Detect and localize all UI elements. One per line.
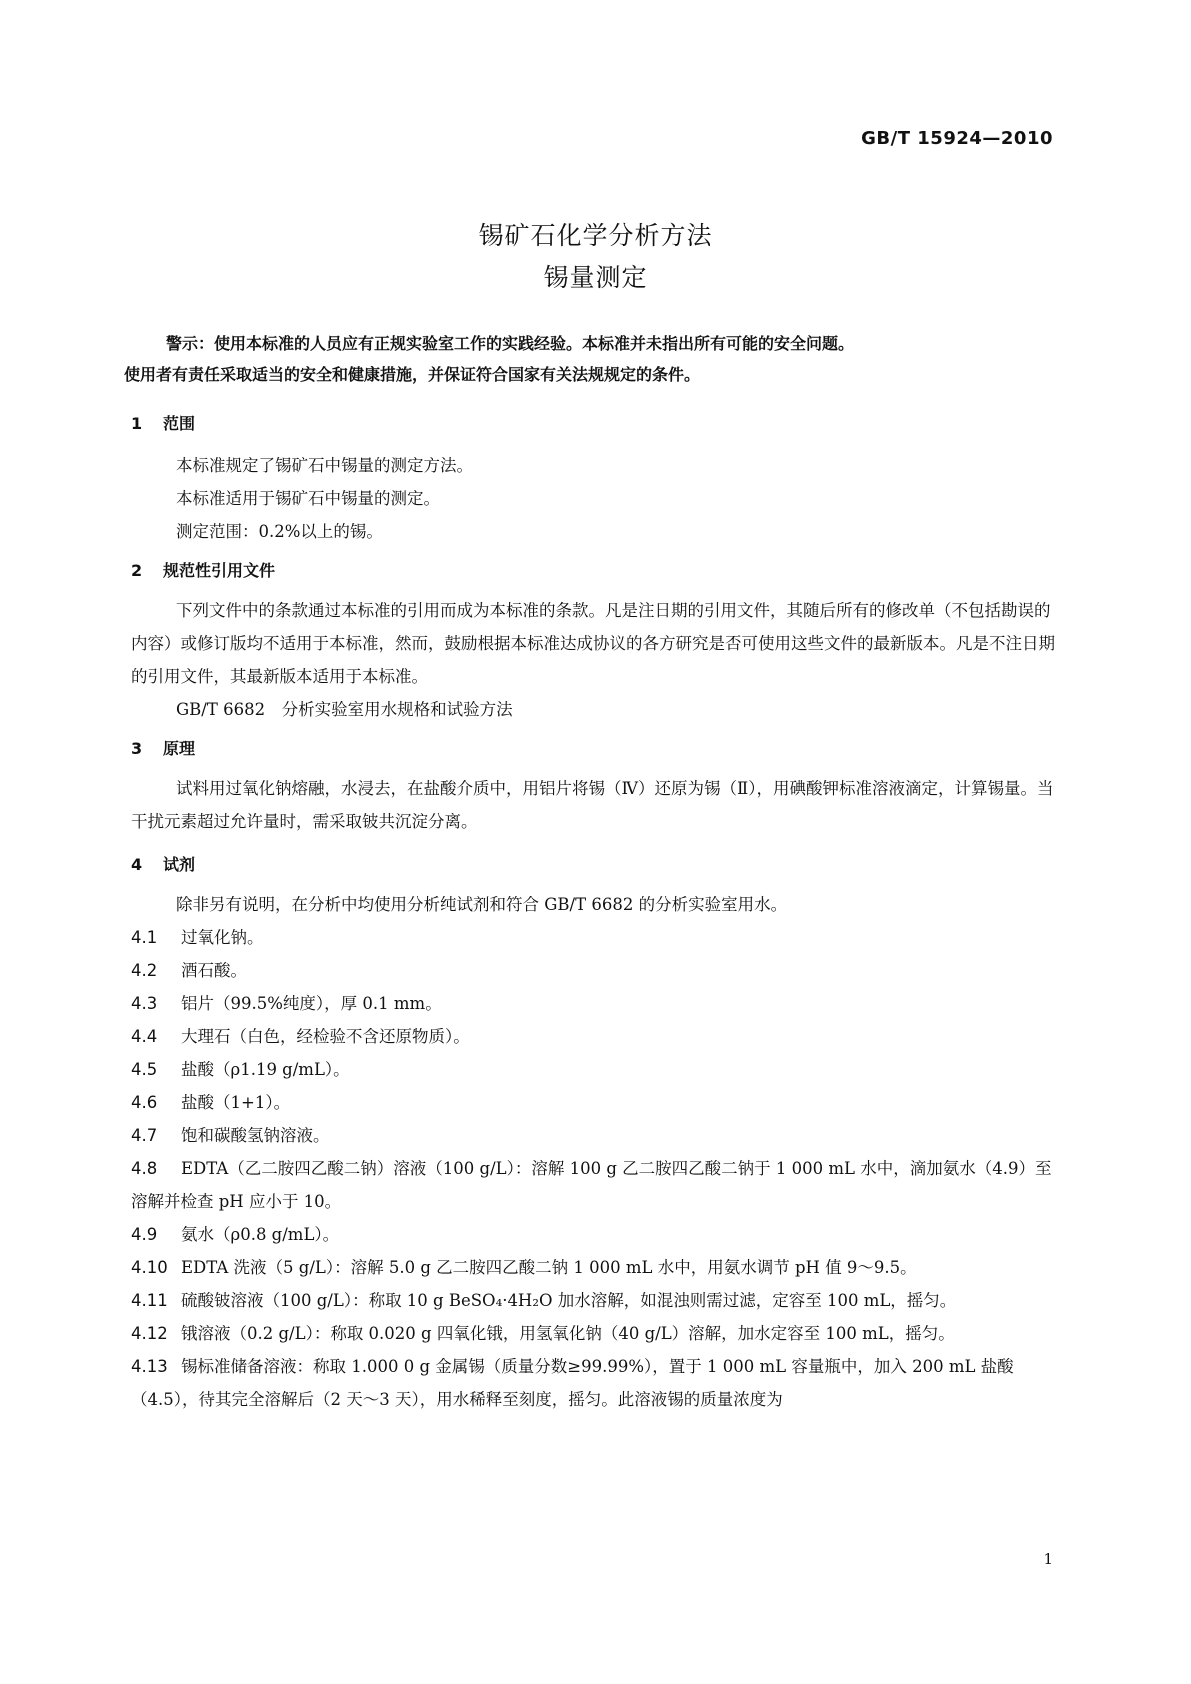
reagent-item (131, 954, 1059, 987)
section-number: 1 (131, 414, 143, 433)
section-4-heading (131, 852, 195, 875)
item-text: 铝片（99.5%纯度），厚 0.1 mm。 (181, 994, 442, 1013)
item-text: EDTA（乙二胺四乙酸二钠）溶液（100 g/L）：溶解 100 g 乙二胺四乙酸二钠于 1 000 mL 水中，滴加氨水（4.9）至溶解并检查 pH 应小于 10。 (131, 1159, 1052, 1211)
section-3-body (131, 772, 1059, 838)
reagent-item (131, 1284, 1059, 1317)
item-text: EDTA 洗液（5 g/L）：溶解 5.0 g 乙二胺四乙酸二钠 1 000 mL 水中，用氨水调节 pH 值 9～9.5。 (181, 1258, 917, 1277)
item-text: 盐酸（1+1）。 (181, 1093, 291, 1112)
item-number: 4.11 (131, 1291, 168, 1310)
item-text: 饱和碳酸氢钠溶液。 (181, 1126, 330, 1145)
warning-line-1: 警示：使用本标准的人员应有正规实验室工作的实践经验。本标准并未指出所有可能的安全问题。 (166, 334, 855, 353)
reagent-item (131, 1218, 1059, 1251)
section-1-body (131, 449, 1059, 548)
item-number: 4.7 (131, 1126, 158, 1145)
document-title: 锡矿石化学分析方法 (478, 221, 713, 250)
section-3-heading (131, 736, 195, 759)
warning-block (124, 328, 1064, 390)
reagent-item (131, 1251, 1059, 1284)
section-title: 原理 (163, 739, 196, 758)
section-2-body (131, 594, 1059, 726)
item-number: 4.2 (131, 961, 158, 980)
paragraph: 下列文件中的条款通过本标准的引用而成为本标准的条款。凡是注日期的引用文件，其随后所有的修改单（不包括勘误的内容）或修订版均不适用于本标准，然而，鼓励根据本标准达成协议的各方研究是否可使用这些文件的最新版本。凡是不注日期的引用文件，其最新版本适用于本标准。 (131, 601, 1055, 686)
item-number: 4.10 (131, 1258, 168, 1277)
item-text: 盐酸（ρ1.19 g/mL）。 (181, 1060, 350, 1079)
item-number: 4.8 (131, 1159, 158, 1178)
reagent-item (131, 1152, 1059, 1218)
item-number: 4.3 (131, 994, 158, 1013)
document-subtitle: 锡量测定 (543, 263, 648, 292)
item-text: 酒石酸。 (181, 961, 247, 980)
item-number: 4.13 (131, 1357, 168, 1376)
reagent-item (131, 1119, 1059, 1152)
item-text: 锇溶液（0.2 g/L）：称取 0.020 g 四氧化锇，用氢氧化钠（40 g/L）溶解，加水定容至 100 mL，摇匀。 (181, 1324, 955, 1343)
section-number: 4 (131, 855, 143, 874)
reagent-item (131, 1350, 1059, 1416)
item-number: 4.5 (131, 1060, 158, 1079)
section-4-body (131, 888, 1059, 1416)
item-number: 4.4 (131, 1027, 158, 1046)
reagent-item (131, 987, 1059, 1020)
page-number: 1 (1043, 1550, 1053, 1568)
item-text: 锡标准储备溶液：称取 1.000 0 g 金属锡（质量分数≥99.99%），置于 1 000 mL 容量瓶中，加入 200 mL 盐酸（4.5），待其完全溶解后（2 天～3 天），用水稀释至刻度，摇匀。此溶液锡的质量浓度为 (131, 1357, 1014, 1409)
item-text: 过氧化钠。 (181, 928, 264, 947)
item-text: 大理石（白色，经检验不含还原物质）。 (181, 1027, 470, 1046)
section-title: 规范性引用文件 (163, 561, 276, 580)
item-number: 4.12 (131, 1324, 168, 1343)
section-title: 范围 (163, 414, 196, 433)
section-number: 3 (131, 739, 143, 758)
item-number: 4.9 (131, 1225, 158, 1244)
referenced-document: GB/T 6682 分析实验室用水规格和试验方法 (176, 700, 513, 719)
reagent-item (131, 1053, 1059, 1086)
paragraph: 试料用过氧化钠熔融，水浸去，在盐酸介质中，用铝片将锡（Ⅳ）还原为锡（Ⅱ），用碘酸钾标准溶液滴定，计算锡量。当干扰元素超过允许量时，需采取铍共沉淀分离。 (131, 779, 1054, 831)
item-text: 硫酸铍溶液（100 g/L）：称取 10 g BeSO₄·4H₂O 加水溶解，如混浊则需过滤，定容至 100 mL，摇匀。 (181, 1291, 957, 1310)
section-2-heading (131, 558, 275, 581)
item-text: 氨水（ρ0.8 g/mL）。 (181, 1225, 340, 1244)
reagent-item (131, 1086, 1059, 1119)
warning-line-2: 使用者有责任采取适当的安全和健康措施，并保证符合国家有关法规规定的条件。 (124, 365, 701, 384)
paragraph: 本标准规定了锡矿石中锡量的测定方法。 (176, 456, 473, 475)
paragraph: 本标准适用于锡矿石中锡量的测定。 (176, 489, 440, 508)
section-number: 2 (131, 561, 143, 580)
paragraph: 除非另有说明，在分析中均使用分析纯试剂和符合 GB/T 6682 的分析实验室用水。 (176, 895, 788, 914)
standard-number: GB/T 15924—2010 (861, 128, 1053, 149)
item-number: 4.1 (131, 928, 158, 947)
reagent-item (131, 921, 1059, 954)
paragraph: 测定范围：0.2%以上的锡。 (176, 522, 383, 541)
section-title: 试剂 (163, 855, 196, 874)
reagent-item (131, 1317, 1059, 1350)
item-number: 4.6 (131, 1093, 158, 1112)
reagent-item (131, 1020, 1059, 1053)
section-1-heading (131, 411, 195, 434)
